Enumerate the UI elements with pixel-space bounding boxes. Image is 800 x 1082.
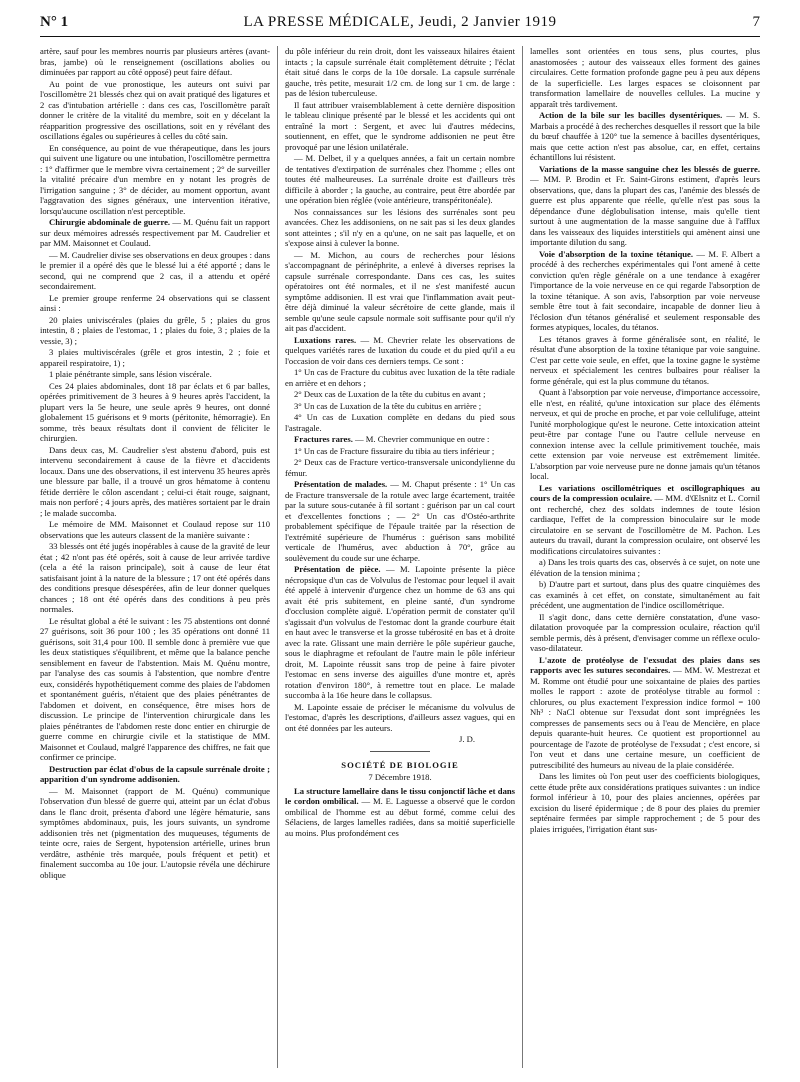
column-1: [40, 46, 270, 1068]
paragraph: En conséquence, au point de vue thérapeutique, dans les jours qui suivent une ligature ou une intubation, l'oscillomètre permettra : 1° d'affirmer que le membre vivra certainement ; 2° de surveiller la vitalité précaire d'un membre en y notant les progrès de l'irrigation sanguine ; 3° de décider, au moment opportun, avant l'aggravation des signes généraux, une intervention itérative, lorsqu'aucune oscillation n'est perceptible.: [40, 142, 270, 216]
list-item: 1° Un cas de Fracture du cubitus avec luxation de la tête radiale en arrière et en dehors ;: [285, 367, 515, 388]
paragraph: lamelles sont orientées en tous sens, plus courtes, plus anastomosées ; autour des vaisseaux elles forment des gaines circulaires. Cette formation profonde gagne peu à peu aux dépens de la superficielle. Les larges espaces se cloisonnent par transformation lamellaire de nouvelles cellules. La mucine y apparaît très tardivement.: [530, 46, 760, 109]
paragraph-text: — M. Chevrier relate les observations de quelques variétés rares de luxation du coude et du pied qu'il a eu l'occasion de voir dans ces derniers temps. Ce sont :: [285, 334, 515, 366]
paragraph: [285, 786, 515, 839]
paragraph: Il faut attribuer vraisemblablement à cette dernière disposition le tableau clinique présenté par le blessé et les accidents qui ont entraîné la mort : Sergent, et avec lui d'autres médecins, soutiennent, en effet, que le syndrome addisonien ne peut être provoqué par une lésion unilatérale.: [285, 99, 515, 152]
section-divider: [370, 751, 430, 752]
paragraph: [285, 335, 515, 367]
subsection-heading: Présentation de pièce.: [294, 564, 381, 574]
paragraph: [285, 564, 515, 701]
paragraph-text: — MM. P. Brodin et Fr. Saint-Girons estiment, d'après leurs observations, que, dans la plupart des cas, l'anémie des blessés de guerre est plus apparente que réelle, qu'elle n'est pas sous la dépendance d'une déglobulisation intense, mais qu'elle tient surtout à une augmentation de la masse sanguine due à l'afflux dans les vaisseaux des liquides interstitiels qui amènent ainsi une importante dilution du sang.: [530, 174, 760, 247]
list-item: 1° Un cas de Fracture fissuraire du tibia au tiers inférieur ;: [294, 445, 495, 456]
paragraph: — M. Caudrelier divise ses observations en deux groupes : dans le premier il a opéré dès que le blessé lui a été apporté ; dans le second, qui ne comprend que 2 cas, il a attendu et opéré secondairement.: [40, 249, 270, 291]
subsection-heading: Action de la bile sur les bacilles dysentériques.: [539, 110, 723, 120]
subsection-heading: Chirurgie abdominale de guerre.: [49, 217, 171, 227]
paragraph: — M. Delbet, il y a quelques années, a fait un certain nombre de tentatives d'extirpation de surrénales chez l'homme ; elles ont toutes été malheureuses. La surrénale droite est d'ailleurs très difficile à aborder ; la gauche, au contraire, peut être abordée par une opération bien réglée (voie antérieure, transpéritonéale).: [285, 153, 515, 205]
paragraph: du pôle inférieur du rein droit, dont les vaisseaux hilaires étaient intacts ; la capsule surrénale était complètement détruite ; l'éclat était situé dans le corps de la 10e dorsale. La capsule surrénale gauche, très petite, mesurait 1/2 cm. de long sur 1 cm. de large : pas de lésion tuberculeuse.: [285, 46, 515, 98]
subsection-heading: Les variations oscillométriques et oscillographiques au cours de la compression oculaire.: [530, 482, 760, 503]
list-item: 2° Deux cas de Fracture vertico-transversale unicondylienne du fémur.: [285, 457, 515, 478]
paragraph: Nos connaissances sur les lésions des surrénales sont peu avancées. Chez les addisoniens, on ne sait pas si les deux glandes sont atteintes ; s'il n'y en a qu'une, on ne sait pas laquelle, et on s'expose ainsi à culever la bonne.: [285, 206, 515, 248]
column-2: [285, 46, 515, 1068]
subsection-heading: La structure lamellaire dans le tissu conjonctif lâche et dans le cordon ombilical.: [285, 785, 515, 806]
paragraph: Au point de vue pronostique, les auteurs ont suivi par l'oscillomètre 21 blessés chez qui on avait pratiqué des ligatures et 2 cas d'intubation artérielle : dans ces cas, l'oscillomètre paraît donner le critère de la vitalité du membre, soit en y décelant la réapparition progressive des oscillations, soit en y révélant des oscillations égales ou supérieures à celles du côté sain.: [40, 78, 270, 141]
subsection-heading: Fractures rares.: [294, 434, 353, 444]
paragraph: — M. Maisonnet (rapport de M. Quénu) communique l'observation d'un blessé de guerre qui, atteint par un éclat d'obus dans le flanc droit, présenta d'abord une légère hématurie, sans symptômes abdominaux, puis, les jours suivants, un syndrome addisonien très net (pigmentation des muqueuses, téguments de teinte ocre, raies de Sergent, hypotension artérielle, urines brun verdâtre, asthénie très marquée, pouls fréquent et petit) et finalement succomba au 10e jour. L'autopsie révéla une déchirure oblique: [40, 785, 270, 880]
article-columns: [40, 46, 760, 1068]
paragraph: — M. Michon, au cours de recherches pour lésions s'accompagnant de périnéphrite, a enlevé à diverses reprises la capsule surrénale correspondante. Dans ces cas, les suites opératoires ont été normales, et il ne s'est manifesté aucun symptôme addisonien. Il est vrai que l'inflammation avait peut-être déjà diminué la valeur sécrétoire de cette glande, mais il semble qu'une seule capsule normale soit suffisante pour qu'il n'y ait pas d'accident.: [285, 249, 515, 333]
paragraph-text: — M. Chaput présente : 1° Un cas de Fracture transversale de la rotule avec large écartement, traitée par la suture sous-cutanée à fil sortant : guérison par un cal court et d'excellentes fonctions ; — 2° Un cas d'Ostéo-arthrite probablement spécifique de l'épaule traitée par la résection de l'extrémité supérieure de l'humérus : guérison sans mobilité verticale de l'humérus, avec abduction à 70°, grâce au soulèvement du coude sur une écharpe.: [285, 479, 515, 563]
paragraph-text: — MM. W. Mestrezat et M. Romme ont étudié pour une soixantaine de plaies des parties molles le rapport : azote de protéolyse titrable au formol : chlorures, ou plus exactement l'expression indice formol = 100 Nh³ : NaCl obtenue sur l'exsudat dont sont imprégnées les compresses de pansements secs ou à l'eau de Mencière, en place depuis quarante-huit heures. Ce quotient est proportionnel au pourcentage de l'azote de protéolyse de l'exsudat ; c'est encore, si l'on veut et dans une certaine mesure, un coefficient de putrescibilité des humeurs au niveau de la plaie considérée.: [530, 665, 760, 770]
paragraph: M. Lapointe essaie de préciser le mécanisme du volvulus de l'estomac, d'après les descriptions, d'ailleurs assez vagues, qui en ont été données par les auteurs.: [285, 701, 515, 733]
paragraph-text: — MM. d'Œlsnitz et L. Cornil ont recherché, chez des soldats indemnes de toute lésion cardiaque, l'effet de la compression binoculaire sur le mode circulatoire en se servant de l'oscillomètre de M. Pachon. Les auteurs du travail, durant la compression oculaire, ont observé les modifications circulatoires suivantes :: [530, 493, 760, 556]
journal-title: LA PRESSE MÉDICALE, Jeudi, 2 Janvier 1919: [243, 14, 557, 30]
paragraph-text: — M. S. Marbais a procédé à des recherches desquelles il ressort que la bile du bœuf chauffée à 120° tue la semence à bacilles dysentériques, mais que cette action n'est pas absolue, car, en effet, certains échantillons lui résistent.: [530, 110, 760, 162]
subsection-heading: Présentation de malades.: [294, 479, 388, 489]
paragraph: Quant à l'absorption par voie nerveuse, d'importance accessoire, elle n'est, en réalité, qu'une intoxication sur place des éléments nerveux, et qui de proche en proche, et par voie cellulifuge, atteint l'unité morphologique qu'est le neurone. Cette intoxication atteint peut-être par contage l'une ou l'autre cellule nerveuse en connexion intense avec la cellule primitivement touchée, mais cette extension par voie nerveuse est extrêmement limitée. L'absorption par voie nerveuse pure ne donne jamais qu'un tétanos local.: [530, 387, 760, 481]
paragraph: [530, 655, 760, 771]
paragraph-text: — M. Chevrier communique en outre :: [352, 434, 490, 444]
page-number: 7: [752, 14, 760, 30]
running-header: [40, 14, 760, 37]
subsection-heading: Voie d'absorption de la toxine tétanique.: [539, 248, 694, 259]
paragraph: [530, 110, 760, 163]
paragraph: Les tétanos graves à forme généralisée sont, en réalité, le résultat d'une absorption de la toxine tétanique par voie sanguine. C'est par cette voie seule, en effet, que la toxine gagne le système nerveux et spécialement les centres bulbaires pour réaliser la forme générale, qui est la plus commune du tétanos.: [530, 333, 760, 386]
paragraph: [530, 249, 760, 333]
paragraph: 33 blessés ont été jugés inopérables à cause de la gravité de leur état ; 42 n'ont pas été opérés, soit à cause de leur arrivée tardive (cela a été la raison principale), soit à cause de leur état satisfaisant joint à la nature de la blessure ; 17 ont été opérés dans des conditions presque désespérées, afin de leur donner quelques chances ; 18 ont été opérés dans des conditions à peu près normales.: [40, 541, 270, 614]
list-item: 4° Un cas de Luxation complète en dedans du pied sous l'astragale.: [285, 412, 515, 433]
column-3: [530, 46, 760, 1068]
paragraph: Le résultat global a été le suivant : les 75 abstentions ont donné 27 guérisons, soit 36 pour 100 ; les 35 opérations ont donné 11 guérisons, soit 31,4 pour 100. Il semble donc à première vue que les deux statistiques s'équilibrent, et même que la balance penche sensiblement en faveur de l'abstention. Mais M. Quénu montre, par l'analyse des cas soumis à l'abstention, que nombre d'entre eux, considérés hypothétiquement comme des plaies de l'abdomen et spontanément guéris, n'étaient que des plaies pénétrantes de l'abdomen et doivent, en conséquence, être mises hors de discussion. Le principe de l'intervention chirurgicale dans les plaies pénétrantes de l'abdomen reste donc entier en chirurgie de guerre comme en chirurgie civile et la statistique de MM. Maisonnet et Coulaud, malgré l'apparence des chiffres, ne fait que confirmer ce principe.: [40, 615, 270, 762]
paragraph: [530, 483, 760, 557]
paragraph-text: — M. E. Laguesse a observé que le cordon ombilical de l'homme est au début formé, comme celui des Sélaciens, de larges lamelles radiées, dans sa moitié superficielle au moins. Plus profondément ces: [285, 796, 515, 838]
subsection-heading: Luxations rares.: [294, 334, 357, 345]
paragraph-text: — M. Lapointe présente la pièce nécropsique d'un cas de Volvulus de l'estomac pour lequel il avait été appelé à intervenir d'urgence chez un homme de 63 ans qui avait été pris subitement, en pleine santé, d'un syndrome d'occlusion complète aiguë. L'opération permit de constater qu'il s'agissait d'un volvulus de l'estomac dont la grande courbure était en haut avec le transverse et la grosse tubérosité en bas et à droite avec la rate. Glissant une main derrière le pôle supérieur gauche, sous le diaphragme et refoulant de l'autre main le pôle inférieur droit, M. Lapointe réussit sans trop de peine à faire pivoter l'estomac en sens inverse des aiguilles d'une montre et, après rotation d'environ 180°, à remettre tout en place. Le malade succomba à la 16e heure dans le collapsus.: [285, 564, 515, 700]
list-item: 2° Deux cas de Luxation de la tête du cubitus en avant ;: [294, 389, 486, 399]
paragraph: [285, 434, 515, 445]
session-date: 7 Décembre 1918.: [368, 772, 432, 782]
paragraph: [285, 479, 515, 563]
paragraph-text: — M. F. Albert a procédé à des recherches expérimentales qui l'ont amené à cette conviction qu'en règle générale on a une tendance à exagérer l'importance de la voie nerveuse en ce qui regarde l'absorption de la toxine tétanique. A son avis, l'absorption par voie nerveuse semble être tout à fait secondaire, incapable de donner lieu à l'éclosion d'un tétanos généralisé et seulement responsable des formes atypiques, locales, du tétanos.: [530, 248, 760, 332]
list-item: a) Dans les trois quarts des cas, observés à ce sujet, on note une élévation de la tension minima ;: [530, 557, 760, 578]
paragraph: 3 plaies multiviscérales (grêle et gros intestin, 2 ; foie et appareil respiratoire, 1) ;: [40, 347, 270, 368]
issue-number: N° 1: [40, 14, 69, 30]
subsection-heading: Destruction par éclat d'obus de la capsule surrénale droite ; apparition d'un syndrome addisonien.: [40, 763, 270, 784]
paragraph: Le premier groupe renferme 24 observations qui se classent ainsi :: [40, 292, 270, 313]
column-divider: [277, 46, 278, 1068]
paragraph: 1 plaie pénétrante simple, sans lésion viscérale.: [49, 369, 212, 379]
paragraph: Ces 24 plaies abdominales, dont 18 par éclats et 6 par balles, opérées primitivement de 3 heures à 9 heures après l'accident, la plupart vers la 5e heure, une seule après 9 heures, ont donné globalement 15 guérisons et 9 morts (péritonite, hémorragie). En somme, très beaux résultats dont il convient de féliciter le chirurgien.: [40, 380, 270, 443]
author-signature: J. D.: [459, 734, 475, 744]
paragraph: Dans les limites où l'on peut user des coefficients biologiques, cette étude prête aux considérations pratiques suivantes : un indice formol inférieur à 10, pour des plaies anciennes, opérées par excision du liseré épidermique ; de 8 pour des plaies du premier septénaire fermées par simple rapprochement ; de 5 pour des plaies irriguées, l'irrigation étant sus-: [530, 771, 760, 834]
list-item: 3° Un cas de Luxation de la tête du cubitus en arrière ;: [294, 400, 482, 411]
subsection-heading: Variations de la masse sanguine chez les blessés de guerre.: [539, 163, 760, 174]
paragraph: Dans deux cas, M. Caudrelier s'est abstenu d'abord, puis est intervenu secondairement à cause de la fièvre et d'accidents locaux. Dans une des observations, il est intervenu 35 heures après une blessure par balle, il a trouvé un gros hématome à contenu fétide derrière le côlon ascendant ; celui-ci était rouge, saignant, mais non perforé ; 4 jours après, des matières sortaient par le drain ; le malade succomba.: [40, 444, 270, 518]
paragraph-text: — M. Quénu fait un rapport sur deux mémoires adressés respectivement par M. Caudrelier et par MM. Maisonnet et Coulaud.: [40, 217, 270, 248]
subsection-heading: L'azote de protéolyse de l'exsudat des plaies dans ses rapports avec les sutures secondaires.: [530, 654, 760, 675]
paragraph: artère, sauf pour les membres nourris par plusieurs artères (avant-bras, jambe) où le renseignement (oscillations abolies ou diminuées par rapport au côté opposé) peut faire défaut.: [40, 46, 270, 77]
section-title: SOCIÉTÉ DE BIOLOGIE: [341, 759, 459, 770]
paragraph: [530, 164, 760, 248]
list-item: b) D'autre part et surtout, dans plus des quatre cinquièmes des cas examinés à cet effet, on constate, simultanément au fait précédent, une augmentation de l'indice oscillométrique.: [530, 579, 760, 610]
column-divider: [522, 46, 523, 1068]
paragraph: Il s'agit donc, dans cette dernière constatation, d'une vaso-dilatation provoquée par la compression oculaire, réaction qu'il semble permis, dès à présent, d'envisager comme un réflexe oculo-vaso-dilatateur.: [530, 611, 760, 653]
paragraph: [40, 217, 270, 249]
paragraph: Le mémoire de MM. Maisonnet et Coulaud repose sur 110 observations que les auteurs classent de la manière suivante :: [40, 519, 270, 540]
paragraph: 20 plaies univiscérales (plaies du grêle, 5 ; plaies du gros intestin, 8 ; plaies de l'estomac, 1 ; plaies du foie, 3 ; plaies de la vessie, 3) ;: [40, 314, 270, 346]
